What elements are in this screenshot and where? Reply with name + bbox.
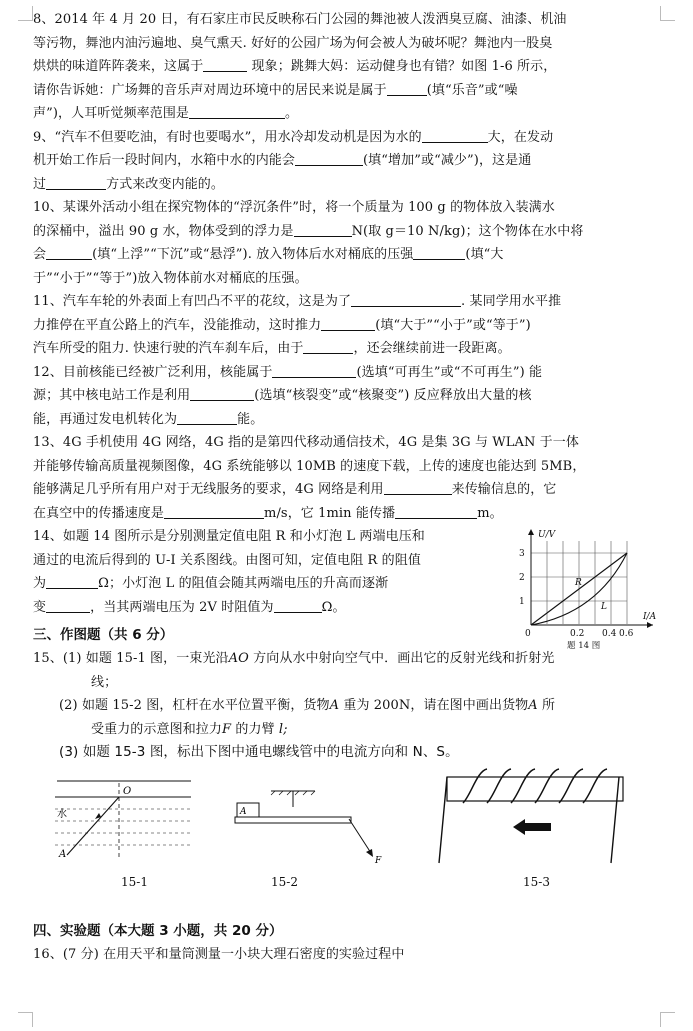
answer-blank[interactable] [295, 151, 363, 166]
q14-line-2: 通过的电流后得到的 U-I 关系图线。由图可知，定值电阻 R 的阻值 [33, 552, 421, 568]
q12-line-3: 能，再通过发电机转化为 能。 [33, 411, 264, 427]
graph-caption: 题 14 图 [567, 641, 601, 651]
q8-line-2: 等污物，舞池内油污遍地、臭气熏天. 好好的公园广场为何会被人为破坏呢？舞池内一股臭 [33, 35, 553, 51]
x-axis-label: I/A [643, 612, 657, 622]
question-13 [33, 431, 663, 525]
water-label: 水 [57, 808, 67, 820]
section-4-title: 四、实验题（本大题 3 小题，共 20 分） [33, 922, 283, 939]
q10-line-3: 会 (填“上浮”“下沉”或“悬浮”). 放入物体后水对桶底的压强 (填“大 [33, 247, 504, 262]
q15-part-2-cont: 受重力的示意图和拉力F 的力臂 l; [91, 721, 288, 737]
q10-line-4: 于”“小于”“等于”)放入物体前水对桶底的压强。 [33, 270, 308, 286]
q14-line-4: 变 ，当其两端电压为 2V 时阻值为 Ω。 [33, 599, 346, 615]
q8-line-4: 请你告诉她：广场舞的音乐声对周边环境中的居民来说是属于 (填“乐音”或“噪 [33, 82, 518, 98]
answer-blank[interactable] [303, 339, 353, 354]
answer-blank[interactable] [46, 245, 92, 260]
answer-blank[interactable] [46, 574, 98, 589]
answer-blank[interactable] [272, 363, 356, 378]
q14-line-1: 14、如题 14 图所示是分别测量定值电阻 R 和小灯泡 L 两端电压和 [33, 529, 425, 544]
cargo-a-label: A [240, 806, 247, 817]
answer-blank[interactable] [351, 292, 461, 307]
page-content [33, 8, 663, 966]
answer-blank[interactable] [321, 316, 375, 331]
question-12 [33, 361, 663, 432]
q12-line-1: 12、目前核能已经被广泛利用，核能属于 (选填“可再生”或“不可再生”) 能 [33, 364, 543, 380]
q8-line-5: 声”)，人耳听觉频率范围是 。 [33, 106, 299, 121]
q11-line-2: 力推停在平直公路上的汽车，没能推动，这时推力 (填“大于”“小于”或“等于”) [33, 317, 531, 333]
question-8 [33, 8, 663, 126]
answer-blank[interactable] [190, 386, 254, 401]
y-tick-label: 2 [519, 573, 525, 583]
x-tick-label: 0.2 [570, 629, 585, 639]
curve-l-label: L [601, 602, 607, 612]
q13-line-2: 并能够传输高质量视频图像，4G 系统能够以 10MB 的速度下载，上传的速度也能达到 5MB， [33, 458, 586, 474]
q13-line-3: 能够满足几乎所有用户对于无线服务的要求，4G 网络是利用 来传输信息的，它 [33, 482, 557, 497]
curve-r-label: R [575, 578, 582, 588]
q10-line-1: 10、某课外活动小组在探究物体的“浮沉条件”时，将一个质量为 100 g 的物体放入装满水 [33, 200, 555, 215]
y-axis-arrow-icon [528, 529, 534, 535]
q15-part-1-cont: 线； [91, 674, 118, 690]
ui-graph-figure [505, 521, 665, 653]
answer-blank[interactable] [384, 480, 452, 495]
x-tick-label: 0.4 [602, 629, 617, 639]
x-tick-label: 0.6 [619, 629, 634, 639]
answer-blank[interactable] [46, 598, 90, 613]
q9-line-2: 机开始工作后一段时间内，水箱中水的内能会 (填“增加”或“减少”)，这是通 [33, 153, 532, 168]
x-tick-label: 0 [525, 629, 531, 639]
wire-right [611, 777, 619, 863]
answer-blank[interactable] [294, 222, 352, 237]
crop-mark-bottom-left [18, 1012, 33, 1027]
answer-blank[interactable] [387, 81, 427, 96]
figure-15-3 [433, 763, 633, 873]
q13-line-4: 在真空中的传播速度是 m/s，它 1min 能传播 m。 [33, 505, 503, 521]
question-10 [33, 196, 663, 290]
q15-part-1: 15、(1) 如题 15-1 图，一束光沿AO 方向从水中射向空气中．画出它的反射光线和折射光 [33, 651, 555, 666]
q16-line-1: 16、(7 分) 在用天平和量筒测量一小块大理石密度的实验过程中 [33, 946, 405, 962]
q9-line-3: 过 方式来改变内能的。 [33, 176, 225, 192]
answer-blank[interactable] [164, 504, 264, 519]
answer-blank[interactable] [46, 175, 106, 190]
y-tick-label: 1 [519, 597, 525, 607]
answer-blank[interactable] [413, 245, 465, 260]
current-arrow-icon [513, 819, 551, 835]
wire-left [439, 777, 447, 863]
q10-line-2: 的深桶中，溢出 90 g 水，物体受到的浮力是 N(取 g＝10 N/kg)；这个物体在水中将 [33, 223, 584, 239]
q14-line-3: 为 Ω；小灯泡 L 的阻值会随其两端电压的升高而逐渐 [33, 576, 389, 591]
q13-line-1: 13、4G 手机使用 4G 网络，4G 指的是第四代移动通信技术，4G 是集 3G 与 WLAN 于一体 [33, 435, 579, 450]
y-axis-label: U/V [538, 530, 556, 540]
x-axis-arrow-icon [647, 622, 653, 628]
section-3-title: 三、作图题（共 6 分） [33, 627, 174, 643]
answer-blank[interactable] [203, 57, 247, 72]
q11-line-1: 11、汽车车轮的外表面上有凹凸不平的花纹，这是为了 . 某同学用水平推 [33, 294, 562, 309]
figure-15-1 [53, 779, 193, 863]
answer-blank[interactable] [422, 128, 488, 143]
figure-15-2-caption: 15-2 [271, 874, 298, 889]
answer-blank[interactable] [189, 104, 285, 119]
figures-row [33, 771, 663, 891]
point-a-label: A [59, 848, 67, 860]
figure-15-2 [233, 789, 383, 873]
force-f-label: F [375, 855, 382, 866]
coil-windings [463, 769, 607, 803]
q8-line-3: 烘烘的味道阵阵袭来，这属于 现象；跳舞大妈：运动健身也有错？如图 1-6 所示， [33, 59, 557, 74]
q9-line-1: 9、“汽车不但要吃油，有时也要喝水”，用水冷却发动机是因为水的 大，在发动 [33, 129, 554, 145]
q15-part-3: (3) 如题 15-3 图，标出下图中通电螺线管中的电流方向和 N、S。 [59, 744, 459, 760]
figure-15-3-caption: 15-3 [523, 874, 550, 889]
crop-mark-top-left [18, 6, 33, 21]
point-o-label: O [123, 785, 132, 797]
lever-bar [235, 817, 351, 823]
incident-ray [67, 797, 119, 855]
crop-mark-bottom-right [660, 1012, 675, 1027]
question-15 [33, 647, 663, 765]
q11-line-3: 汽车所受的阻力. 快速行驶的汽车刹车后，由于 ，还会继续前进一段距离。 [33, 341, 511, 356]
q8-line-1: 8、2014 年 4 月 20 日，有石家庄市民反映称石门公园的舞池被人泼洒臭豆腐、油漆、机油 [33, 12, 567, 27]
question-11 [33, 290, 663, 361]
answer-blank[interactable] [177, 410, 237, 425]
answer-blank[interactable] [395, 504, 477, 519]
q12-line-2: 源；其中核电站工作是利用 (选填“核裂变”或“核聚变”) 反应释放出大量的核 [33, 388, 532, 403]
figure-15-1-caption: 15-1 [121, 874, 148, 889]
force-f-line [349, 819, 371, 853]
y-tick-label: 3 [519, 549, 525, 559]
q15-part-2: (2) 如题 15-2 图，杠杆在水平位置平衡，货物A 重为 200N，请在图中画出货物A 所 [59, 698, 556, 713]
answer-blank[interactable] [274, 598, 322, 613]
question-9 [33, 126, 663, 197]
